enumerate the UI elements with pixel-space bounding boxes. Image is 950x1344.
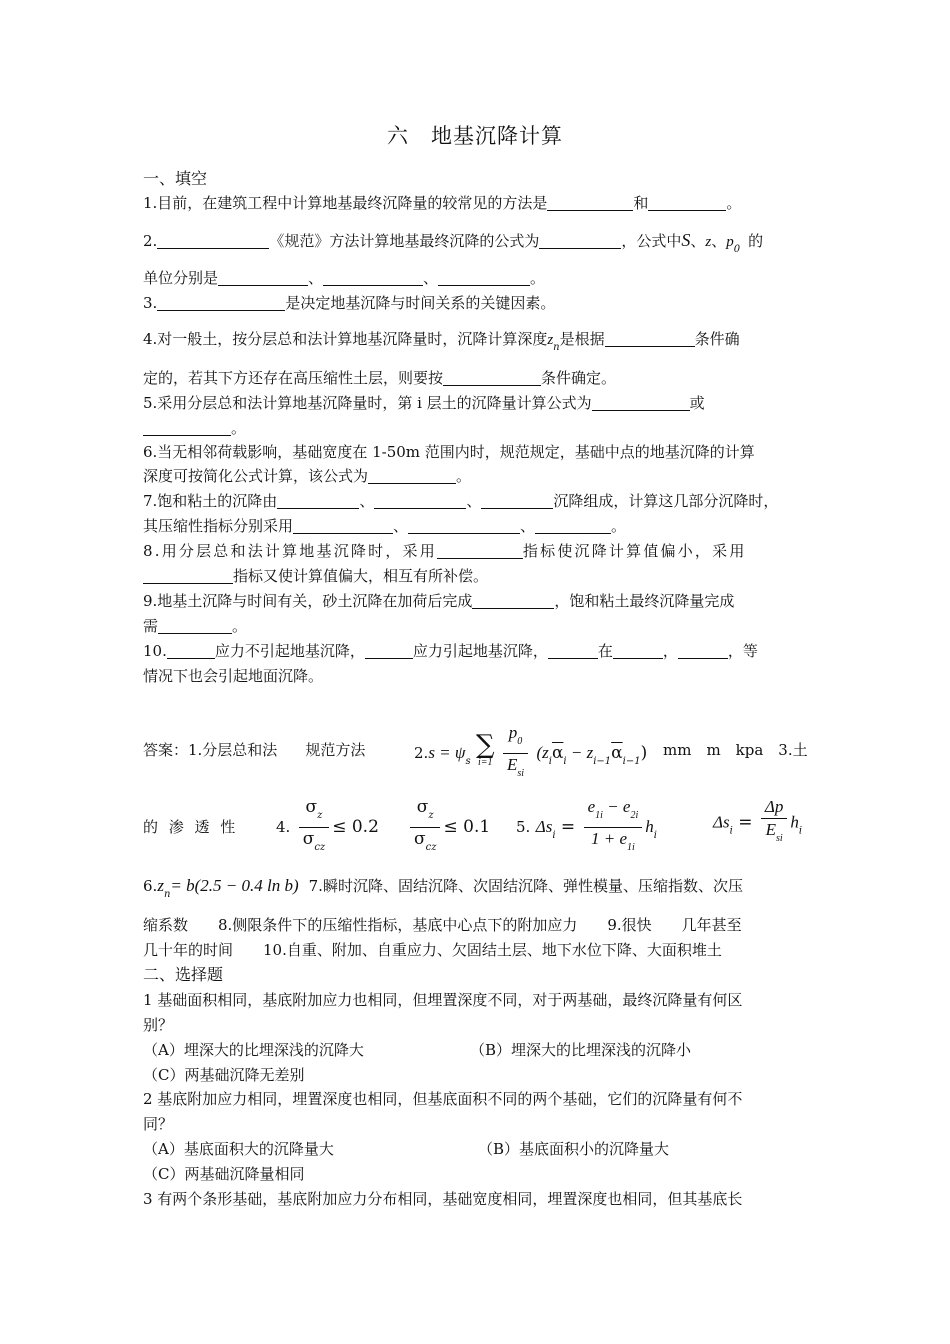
choice-1-question-cont: 别？ — [143, 1016, 174, 1034]
choice-1-question: 1 基础面积相同，基底附加应力也相同，但埋置深度不同，对于两基础，最终沉降量有何区 — [143, 991, 743, 1009]
formula-sub: i — [653, 830, 657, 841]
q7-end: 。 — [611, 517, 627, 535]
delta-s: Δs — [713, 812, 730, 832]
q2-symbol-s: S — [681, 230, 691, 250]
question-6 — [143, 440, 755, 464]
q5-end: 。 — [231, 419, 247, 437]
blank — [547, 194, 633, 211]
blank — [374, 492, 466, 509]
q10-text-3: 在 — [597, 642, 613, 660]
blank — [157, 294, 285, 311]
answer-num: 4. — [276, 818, 291, 836]
blank — [548, 642, 598, 659]
choice-2-option-b: （B）基底面积小的沉降量大 — [478, 1140, 670, 1158]
answer-num: 2. — [414, 744, 429, 762]
q4-text-5: 条件确定。 — [541, 369, 617, 387]
E: E — [765, 820, 776, 839]
answer-units: mm m kpa 3.土 — [663, 741, 808, 759]
delta-p: Δp — [761, 796, 787, 819]
blank — [365, 642, 413, 659]
q10-text-4: ，等 — [727, 642, 758, 660]
formula-fraction — [503, 722, 528, 785]
q2-sep: 、 — [711, 232, 727, 250]
q9-text-2: ，饱和粘土最终沉降量完成 — [554, 592, 735, 610]
q7-text: 7.饱和粘土的沉降由 — [143, 492, 278, 510]
formula-sub: i — [798, 825, 803, 837]
question-5-cont — [143, 416, 246, 440]
blank — [158, 617, 232, 634]
inequality: ≤ 0.1 — [443, 817, 491, 837]
formula-alpha: $\overline{\alpha}$ — [551, 743, 564, 763]
blank — [368, 467, 456, 484]
inequality: ≤ 0.2 — [332, 817, 379, 837]
answer-7: 7.瞬时沉降、固结沉降、次固结沉降、弹性模量、压缩指数、次压 — [308, 877, 743, 895]
formula-sub: i — [552, 830, 556, 841]
q2-sep: 、 — [690, 232, 706, 250]
e-fraction — [584, 796, 643, 859]
page-title: 六 地基沉降计算 — [387, 124, 563, 148]
choice-2-option-c: （C）两基础沉降量相同 — [143, 1165, 305, 1183]
q6-text-2: 深度可按简化公式计算，该公式为 — [143, 467, 369, 485]
blank — [605, 330, 695, 347]
answer-intro: 答案：1.分层总和法 — [143, 741, 278, 759]
fraction-numerator — [410, 796, 440, 828]
blank — [678, 642, 728, 659]
q2-symbol-z: z — [705, 234, 712, 250]
fraction-denominator — [761, 819, 787, 850]
q4-symbol-z: z — [547, 332, 554, 348]
answer-formula-5a — [516, 796, 657, 859]
blank — [443, 369, 541, 386]
q1-text: 1.目前，在建筑工程中计算地基最终沉降量的较常见的方法是 — [143, 194, 548, 212]
fraction-numerator — [299, 796, 329, 828]
answer-method: 规范方法 — [305, 741, 366, 759]
fraction-denominator — [503, 754, 528, 785]
equals: = — [560, 817, 576, 837]
sigma: σ — [416, 797, 429, 817]
sigma: σ — [414, 829, 426, 849]
formula-s-eq: s = ψ — [428, 743, 466, 762]
fraction-numerator — [503, 722, 528, 754]
q8-text-3: 指标又使计算值偏大，相互有所补偿。 — [233, 567, 489, 585]
question-2-cont — [143, 266, 545, 290]
q4-symbol-z-sub: n — [553, 342, 560, 353]
q2-symbol-p: p — [726, 234, 734, 250]
answer-line-4: 缩系数 8.侧限条件下的压缩性指标，基底中心点下的附加应力 9.很快 几年甚至 — [143, 916, 742, 934]
blank — [323, 269, 423, 286]
question-10-cont — [143, 664, 323, 688]
h: h — [790, 812, 799, 832]
question-1 — [143, 191, 741, 215]
e-sub: 1i — [595, 810, 603, 821]
choice-1-option-b: （B）埋深大的比埋深浅的沉降小 — [470, 1041, 692, 1059]
answer-num: 5. — [516, 818, 531, 836]
choice-2-question-cont: 同？ — [143, 1115, 174, 1133]
q2-text: 《规范》方法计算地基最终沉降的公式为 — [269, 232, 540, 250]
sigma: σ — [305, 797, 318, 817]
minus-e: − e — [602, 797, 631, 816]
q9-end: 。 — [232, 617, 248, 635]
one-plus-e: 1 + e — [590, 829, 628, 848]
blank — [535, 517, 611, 534]
fraction-numerator — [584, 796, 643, 828]
q10-text-2: 应力引起地基沉降， — [412, 642, 548, 660]
fraction-denominator — [410, 828, 440, 859]
question-6-cont — [143, 464, 471, 488]
q7-sep: 、 — [466, 492, 482, 510]
sigma-fraction — [299, 796, 329, 859]
answer-formula-5b — [713, 796, 802, 850]
denominator-E: E — [506, 755, 518, 774]
blank — [613, 642, 663, 659]
blank — [539, 232, 621, 249]
blank — [438, 269, 530, 286]
question-7 — [143, 489, 778, 513]
e-sub: 1i — [627, 842, 635, 853]
answer-formula-4a — [276, 796, 379, 859]
answer-line-1-text — [143, 738, 365, 762]
blank — [143, 567, 233, 584]
question-8 — [143, 539, 747, 563]
choice-1-option-a: （A）埋深大的比埋深浅的沉降大 — [143, 1041, 364, 1059]
answer-num: 6. — [143, 877, 158, 895]
p-fraction — [761, 796, 787, 850]
choice-2-option-a: （A）基底面积大的沉降量大 — [143, 1140, 334, 1158]
sigma-sub: z — [428, 810, 434, 821]
blank — [481, 492, 553, 509]
h: h — [645, 817, 654, 836]
q7-sep: 、 — [393, 517, 409, 535]
q8-text-2: 指标使沉降计算值偏小，采用 — [522, 542, 747, 560]
section-choice-heading: 二、选择题 — [143, 965, 224, 984]
q9-text: 9.地基土沉降与时间有关，砂土沉降在加荷后完成 — [143, 592, 473, 610]
question-7-cont — [143, 514, 626, 538]
q10-text-5: 情况下也会引起地面沉降。 — [143, 667, 324, 685]
q6-text: 6.当无相邻荷载影响，基础宽度在 1-50m 范围内时，规范规定，基础中点的地基沉降的计算 — [143, 443, 755, 461]
q6-end: 。 — [456, 467, 472, 485]
blank — [143, 419, 231, 436]
answer-line-3 — [143, 874, 743, 907]
blank — [408, 517, 520, 534]
formula-sub: i — [548, 756, 552, 767]
fraction-denominator — [299, 828, 329, 859]
question-4-cont — [143, 366, 616, 390]
q5-text-or: 或 — [689, 394, 705, 412]
answer-formula-2 — [414, 722, 647, 785]
numerator-sub: 0 — [517, 736, 523, 747]
answer-line-5: 几十年的时间 10.自重、附加、自重应力、欠固结土层、地下水位下降、大面积堆土 — [143, 941, 722, 959]
question-3: 3. 是决定地基沉降与时间关系的关键因素。 — [143, 294, 556, 312]
q5-text: 5.采用分层总和法计算地基沉降量时，第 i 层土的沉降量计算公式为 — [143, 394, 592, 412]
question-9 — [143, 589, 734, 613]
q2-sep: 、 — [423, 269, 439, 287]
answer-formula-4b — [407, 796, 490, 859]
q1-end: 。 — [726, 194, 742, 212]
question-4 — [143, 327, 740, 360]
formula-minus-z: − z — [566, 743, 594, 762]
formula-paren-close: ) — [640, 743, 648, 763]
q1-text-and: 和 — [633, 194, 649, 212]
q4-text-3: 条件确 — [694, 330, 740, 348]
delta-s: Δs — [535, 817, 553, 836]
sigma-sub: cz — [425, 842, 437, 853]
blank — [218, 269, 308, 286]
formula-sub: i−1 — [622, 756, 641, 767]
denominator-sub: si — [517, 768, 525, 779]
numerator-p: p — [508, 723, 518, 742]
formula-sub: s — [465, 756, 471, 767]
sigma-sub: z — [317, 810, 323, 821]
question-2 — [143, 228, 763, 262]
question-8-cont — [143, 564, 488, 588]
e: e — [587, 797, 596, 816]
q9-text-3: 需 — [143, 617, 159, 635]
question-5 — [143, 391, 705, 415]
blank — [648, 194, 726, 211]
sigma-fraction — [410, 796, 440, 859]
zn-formula: = b(2.5 − 0.4 ln b) — [170, 876, 299, 895]
e-sub: 2i — [630, 810, 639, 821]
q2-end: 。 — [530, 269, 546, 287]
q3-text: 是决定地基沉降与时间关系的关键因素。 — [285, 294, 556, 312]
zn: z — [157, 876, 164, 895]
q7-sep: 、 — [520, 517, 536, 535]
q4-text-4: 定的，若其下方还存在高压缩性土层，则要按 — [143, 369, 444, 387]
q2-text-2: ，公式中 — [621, 232, 682, 250]
choice-2-question: 2 基底附加应力相同，埋置深度也相同，但基底面积不同的两个基础，它们的沉降量有何不 — [143, 1090, 743, 1108]
equals: = — [738, 812, 753, 833]
zn-sub: n — [163, 889, 171, 900]
q7-sep: 、 — [359, 492, 375, 510]
choice-1-option-c: （C）两基础沉降无差别 — [143, 1066, 305, 1084]
q10-num: 10. — [143, 642, 167, 660]
formula-alpha: $\overline{\alpha}$ — [611, 743, 623, 763]
blank — [592, 394, 690, 411]
sigma-sub: cz — [314, 842, 326, 853]
q2-units-text: 单位分别是 — [143, 269, 219, 287]
formula-sub: i — [563, 756, 567, 767]
question-9-cont — [143, 614, 247, 638]
section-fill-in-heading: 一、填空 — [143, 169, 208, 188]
blank — [472, 592, 554, 609]
blank — [277, 492, 359, 509]
q2-text-3: 的 — [748, 232, 764, 250]
blank — [157, 232, 269, 249]
q4-text: 4.对一般土，按分层总和法计算地基沉降量时，沉降计算深度 — [143, 330, 548, 348]
q2-num: 2. — [143, 232, 158, 250]
question-10 — [143, 639, 758, 663]
q2-sep: 、 — [308, 269, 324, 287]
q10-text: 应力不引起地基沉降， — [214, 642, 365, 660]
blank — [437, 542, 523, 559]
formula-sub: i — [729, 825, 733, 837]
sigma: σ — [302, 829, 315, 849]
fraction-denominator — [584, 828, 643, 859]
q4-text-2: 是根据 — [559, 330, 605, 348]
q10-sep: ， — [662, 642, 678, 660]
q7-text-3: 其压缩性指标分别采用 — [143, 517, 294, 535]
E-sub: si — [775, 833, 783, 844]
sum-sign: ∑ — [476, 729, 495, 760]
sum-lower: i=1 — [478, 756, 493, 768]
blank — [293, 517, 393, 534]
q8-text: 8.用分层总和法计算地基沉降时，采用 — [143, 542, 437, 560]
q7-text-2: 沉降组成，计算这几部分沉降时， — [553, 492, 779, 510]
answer-line-2-text: 的 渗 透 性 — [143, 818, 239, 836]
formula-sub: i−1 — [593, 756, 612, 767]
blank — [167, 642, 215, 659]
choice-3-question: 3 有两个条形基础，基底附加应力分布相同，基础宽度相同，埋置深度也相同，但其基底长 — [143, 1190, 743, 1208]
formula-paren: (z — [536, 743, 549, 762]
q2-symbol-p-sub: 0 — [733, 244, 741, 255]
sum-block — [476, 729, 495, 772]
